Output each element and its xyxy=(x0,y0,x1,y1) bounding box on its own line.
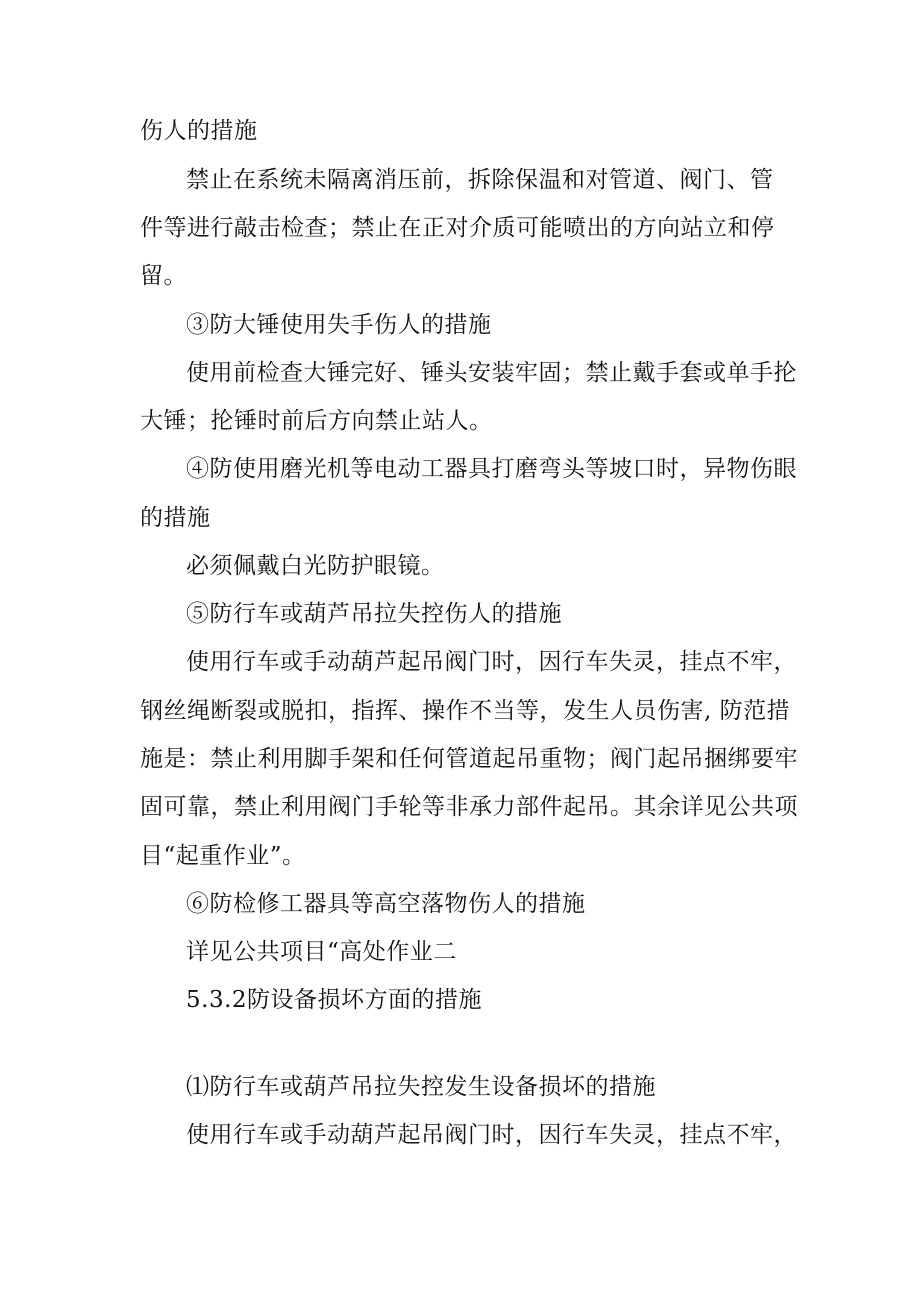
text-line: 留。 xyxy=(140,263,187,289)
text-line: 伤人的措施 xyxy=(140,118,258,144)
text-line: 必须佩戴白光防护眼镜。 xyxy=(186,553,445,579)
text-line: 件等进行敲击检查；禁止在正对介质可能喷出的方向站立和停 xyxy=(140,215,775,241)
section-heading: ⑴防行车或葫芦吊拉失控发生设备损坏的措施 xyxy=(186,1074,656,1100)
section-heading: ④防使用磨光机等电动工器具打磨弯头等坡口时，异物伤眼 xyxy=(186,456,797,482)
text-line: 详见公共项目“高处作业二 xyxy=(186,939,457,965)
text-line: 的措施 xyxy=(140,505,211,531)
section-heading: ③防大锤使用失手伤人的措施 xyxy=(186,312,492,338)
text-line: 钢丝绳断裂或脱扣，指挥、操作不当等，发生人员伤害, 防范措 xyxy=(140,698,791,724)
text-line: 使用前检查大锤完好、锤头安装牢固；禁止戴手套或单手抡 xyxy=(186,360,797,386)
text-line: 大锤；抡锤时前后方向禁止站人。 xyxy=(140,408,493,434)
section-heading: ⑥防检修工器具等高空落物伤人的措施 xyxy=(186,891,586,917)
subsection-heading: 5.3.2防设备损坏方面的措施 xyxy=(186,987,483,1013)
text-line: 目“起重作业”。 xyxy=(140,843,306,869)
text-line: 固可靠，禁止利用阀门手轮等非承力部件起吊。其余详见公共项 xyxy=(140,794,798,820)
text-line: 使用行车或手动葫芦起吊阀门时，因行车失灵，挂点不牢， xyxy=(186,649,797,675)
section-heading: ⑤防行车或葫芦吊拉失控伤人的措施 xyxy=(186,601,562,627)
text-line: 施是：禁止利用脚手架和任何管道起吊重物；阀门起吊捆绑要牢 xyxy=(140,746,798,772)
text-line: 禁止在系统未隔离消压前，拆除保温和对管道、阀门、管 xyxy=(186,167,774,193)
text-line: 使用行车或手动葫芦起吊阀门时，因行车失灵，挂点不牢， xyxy=(186,1122,797,1148)
